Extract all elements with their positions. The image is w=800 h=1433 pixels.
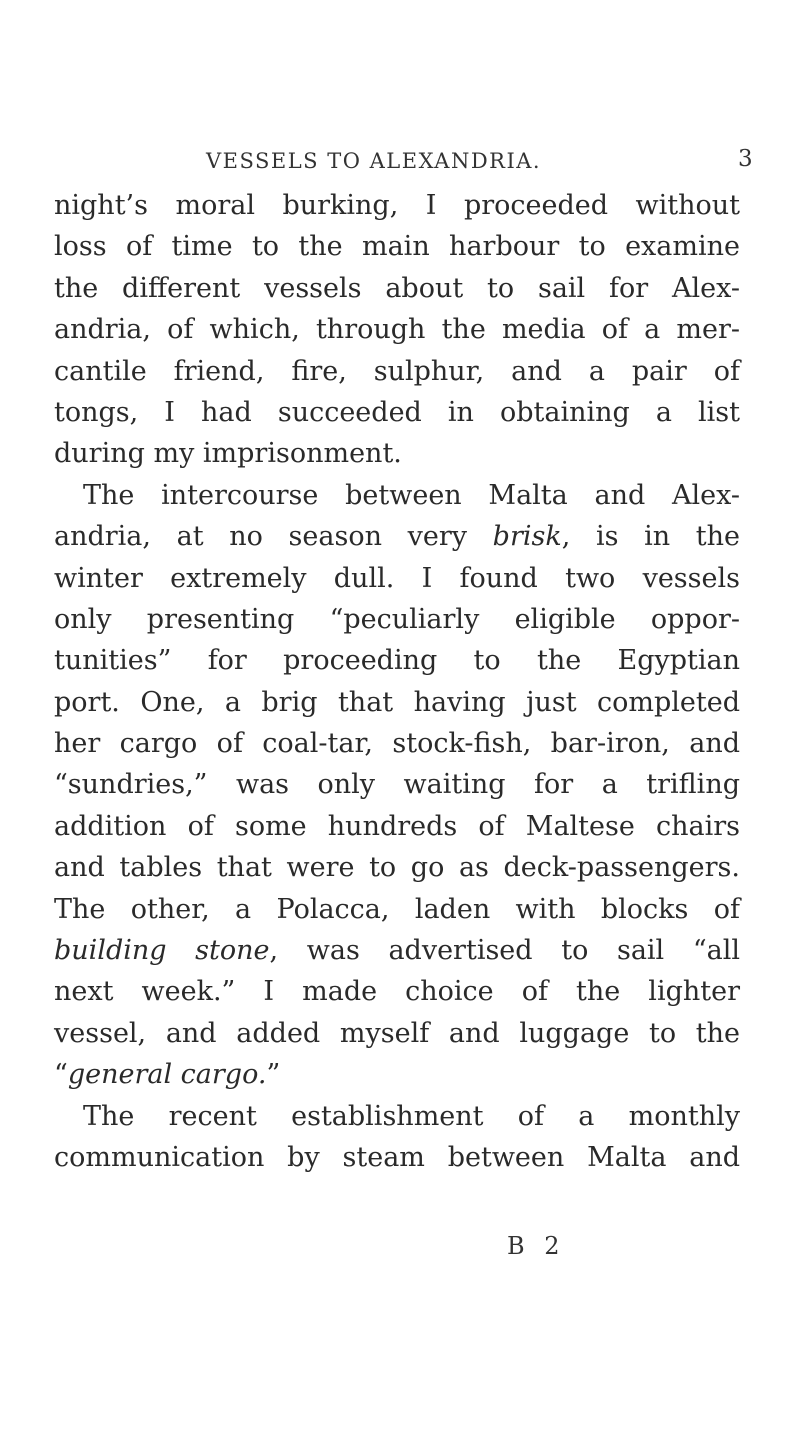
body-text	[54, 185, 740, 1178]
text-line: cantile friend, fire, sulphur, and a pair of	[54, 355, 740, 387]
text-line: only presenting “peculiarly eligible oppor-	[54, 603, 740, 635]
text-line: night’s moral burking, I proceeded without	[54, 190, 740, 221]
text-line: the different vessels about to sail for Alex-	[54, 272, 740, 304]
text-line: The intercourse between Malta and Alex-	[83, 479, 740, 511]
text-line: The recent establishment of a monthly	[83, 1100, 740, 1132]
text-line: andria, at no season very brisk, is in the	[54, 521, 740, 553]
italic-phrase: general cargo.	[67, 1059, 267, 1091]
page-number: 3	[738, 146, 753, 172]
text-line: and tables that were to go as deck-passengers.	[54, 852, 740, 884]
text-line: communication by steam between Malta and	[54, 1141, 740, 1173]
text-line: “general cargo.”	[54, 1059, 281, 1091]
running-head: VESSELS TO ALEXANDRIA.	[206, 149, 542, 173]
text-line: winter extremely dull. I found two vessels	[54, 562, 740, 594]
text-line: next week.” I made choice of the lighter	[54, 976, 740, 1008]
text-line: port. One, a brig that having just completed	[54, 686, 740, 718]
text-line: tongs, I had succeeded in obtaining a list	[54, 396, 740, 428]
text-line: “sundries,” was only waiting for a trifling	[54, 769, 740, 801]
text-line: her cargo of coal-tar, stock-fish, bar-iron, and	[54, 728, 740, 760]
text-line: andria, of which, through the media of a mer-	[54, 314, 740, 346]
text-line: The other, a Polacca, laden with blocks of	[54, 893, 740, 925]
text-line: loss of time to the main harbour to examine	[54, 231, 740, 263]
text-line: during my imprisonment.	[54, 438, 402, 470]
signature-mark: B 2	[507, 1232, 566, 1260]
text-line: tunities” for proceeding to the Egyptian	[54, 645, 740, 677]
text-line: vessel, and added myself and luggage to the	[54, 1017, 740, 1049]
text-line: addition of some hundreds of Maltese chairs	[54, 810, 740, 842]
italic-phrase: brisk	[492, 521, 562, 553]
text-line: building stone, was advertised to sail “all	[54, 935, 740, 967]
italic-phrase: building stone	[54, 935, 270, 967]
